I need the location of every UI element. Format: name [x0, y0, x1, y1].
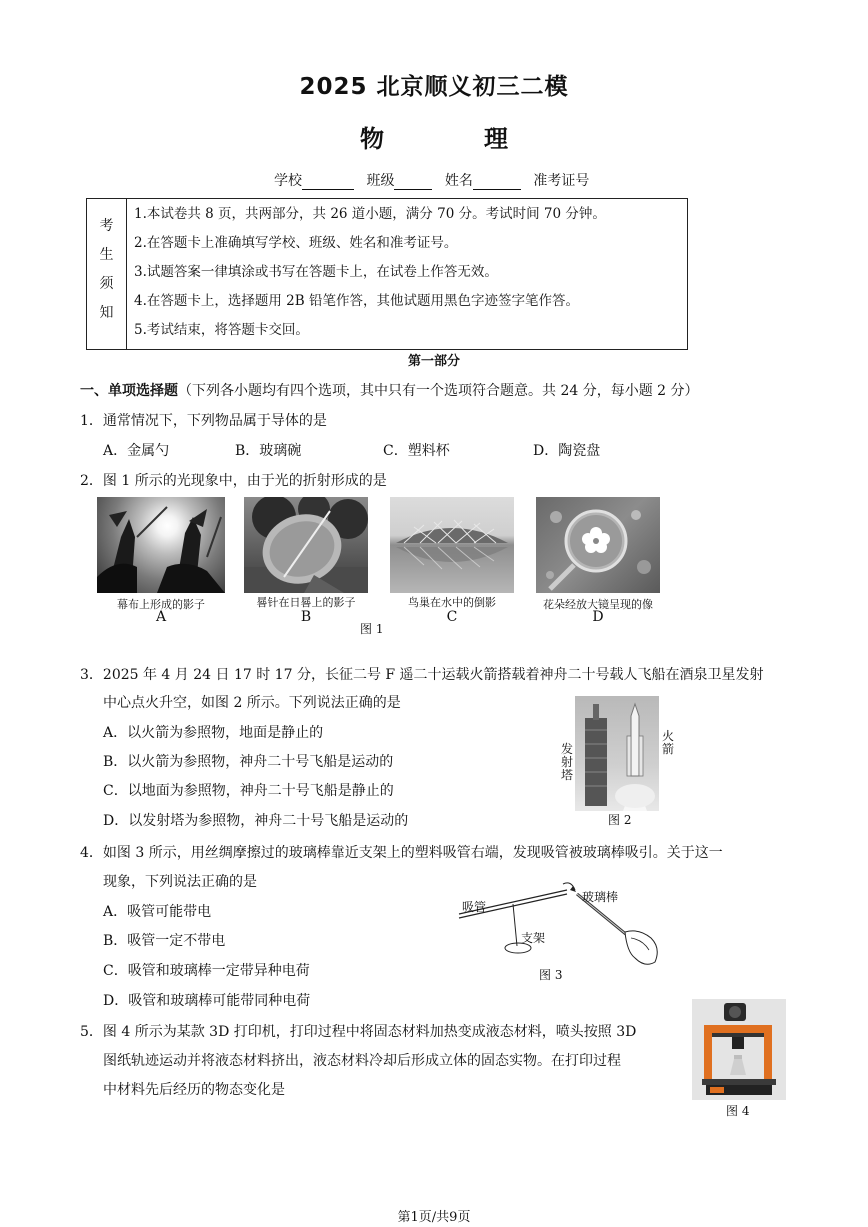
launch-tower-char: 发	[561, 742, 574, 756]
notice-line: 1.本试卷共 8 页，共两部分，共 26 道小题，满分 70 分。考试时间 70 分钟。	[134, 206, 606, 222]
q5-line1: 5．图 4 所示为某款 3D 打印机，打印过程中将固态材料加热变成液态材料，喷头按照 3D	[80, 1024, 637, 1040]
school-label: 学校	[274, 173, 302, 189]
exam-title: 2025 北京顺义初三二模	[299, 74, 569, 100]
rocket-char: 火	[662, 729, 675, 743]
figure-4-label: 图 4	[726, 1104, 750, 1118]
shadow-play-photo	[97, 497, 225, 593]
name-label: 姓名	[444, 173, 473, 189]
image-c-caption: 鸟巢在水中的倒影	[408, 596, 496, 609]
q4-stem-line1: 4．如图 3 所示，用丝绸摩擦过的玻璃棒靠近支架上的塑料吸管右端，发现吸管被玻璃棒吸引。关于这一	[80, 845, 723, 861]
option-c-letter[interactable]: C	[446, 609, 458, 625]
birds-nest-photo	[390, 497, 514, 593]
straw-label: 吸管	[462, 900, 487, 914]
launch-tower-char: 射	[561, 755, 574, 769]
rocket-launch-photo	[575, 696, 659, 811]
class-label: 班级	[366, 173, 395, 189]
straw-rod-diagram	[455, 868, 670, 978]
notice-label-char: 知	[99, 305, 114, 321]
glass-rod-label: 玻璃棒	[582, 890, 619, 904]
option-a-letter[interactable]: A	[155, 609, 167, 625]
notice-box	[86, 198, 688, 350]
notice-line: 2.在答题卡上准确填写学校、班级、姓名和准考证号。	[134, 235, 458, 251]
q2-stem: 2．图 1 所示的光现象中，由于光的折射形成的是	[80, 473, 387, 489]
part-heading	[80, 380, 699, 400]
q1-option-d[interactable]: D．陶瓷盘	[533, 443, 601, 459]
q3-stem-line1: 3．2025 年 4 月 24 日 17 时 17 分，长征二号 F 遥二十运载火箭搭载着神舟二十号载人飞船在酒泉卫星发射	[80, 667, 764, 683]
q1-option-a[interactable]: A．金属勺	[103, 443, 170, 459]
sundial-photo	[244, 497, 368, 593]
q1-option-b[interactable]: B．玻璃碗	[235, 443, 302, 459]
figure-3-label: 图 3	[539, 968, 563, 982]
rocket-char: 箭	[662, 742, 675, 756]
q4-option-d[interactable]: D．吸管和玻璃棒可能带同种电荷	[103, 993, 311, 1009]
option-b-letter[interactable]: B	[300, 609, 312, 625]
q3-option-c[interactable]: C．以地面为参照物，神舟二十号飞船是静止的	[103, 783, 394, 799]
page-number: 第1页/共9页	[397, 1210, 471, 1225]
notice-line: 3.试题答案一律填涂或书写在答题卡上，在试卷上作答无效。	[134, 264, 498, 280]
figure-2-label: 图 2	[608, 813, 632, 827]
q4-option-c[interactable]: C．吸管和玻璃棒一定带异种电荷	[103, 963, 310, 979]
stand-label: 支架	[521, 931, 546, 945]
launch-tower-char: 塔	[561, 768, 574, 782]
notice-label-char: 生	[99, 247, 114, 263]
image-a-caption: 幕布上形成的影子	[117, 598, 205, 611]
q3-option-b[interactable]: B．以火箭为参照物，神舟二十号飞船是运动的	[103, 754, 394, 770]
q3-option-a[interactable]: A．以火箭为参照物，地面是静止的	[103, 725, 324, 741]
q4-option-b[interactable]: B．吸管一定不带电	[103, 933, 226, 949]
student-info-row	[274, 170, 589, 190]
school-blank[interactable]	[302, 175, 354, 190]
3d-printer-photo	[692, 999, 786, 1100]
q4-option-a[interactable]: A．吸管可能带电	[103, 904, 212, 920]
q5-line3: 中材料先后经历的物态变化是	[103, 1082, 285, 1098]
magnifier-flower-photo	[536, 497, 660, 593]
q4-stem-line2: 现象，下列说法正确的是	[103, 874, 257, 890]
name-blank[interactable]	[473, 175, 521, 190]
part-heading-note: （下列各小题均有四个选项，其中只有一个选项符合题意。共 24 分，每小题 2 分）	[178, 383, 699, 399]
notice-label-char: 考	[99, 218, 114, 234]
subject-title: 物 理	[360, 125, 546, 153]
class-blank[interactable]	[394, 175, 432, 190]
notice-line: 4.在答题卡上，选择题用 2B 铅笔作答，其他试题用黑色字迹签字笔作答。	[134, 293, 579, 309]
launch-tower-label	[561, 743, 575, 782]
q1-option-c[interactable]: C．塑料杯	[383, 443, 450, 459]
figure-1-label: 图 1	[360, 622, 384, 636]
q3-stem-line2: 中心点火升空，如图 2 所示。下列说法正确的是	[103, 695, 401, 711]
part-heading-title: 一、单项选择题	[80, 383, 178, 399]
exam-id-label: 准考证号	[533, 173, 590, 189]
notice-label	[87, 199, 127, 349]
notice-label-char: 须	[99, 276, 114, 292]
q1-stem: 1．通常情况下，下列物品属于导体的是	[80, 413, 327, 429]
notice-line: 5.考试结束，将答题卡交回。	[134, 322, 309, 338]
image-d-caption: 花朵经放大镜呈现的像	[543, 598, 653, 611]
q5-line2: 图纸轨迹运动并将液态材料挤出，液态材料冷却后形成立体的固态实物。在打印过程	[103, 1053, 621, 1069]
option-d-letter[interactable]: D	[592, 609, 604, 625]
rocket-label	[662, 730, 676, 756]
q3-option-d[interactable]: D．以发射塔为参照物，神舟二十号飞船是运动的	[103, 813, 409, 829]
image-b-caption: 晷针在日晷上的影子	[256, 596, 356, 609]
section-title: 第一部分	[407, 354, 460, 369]
